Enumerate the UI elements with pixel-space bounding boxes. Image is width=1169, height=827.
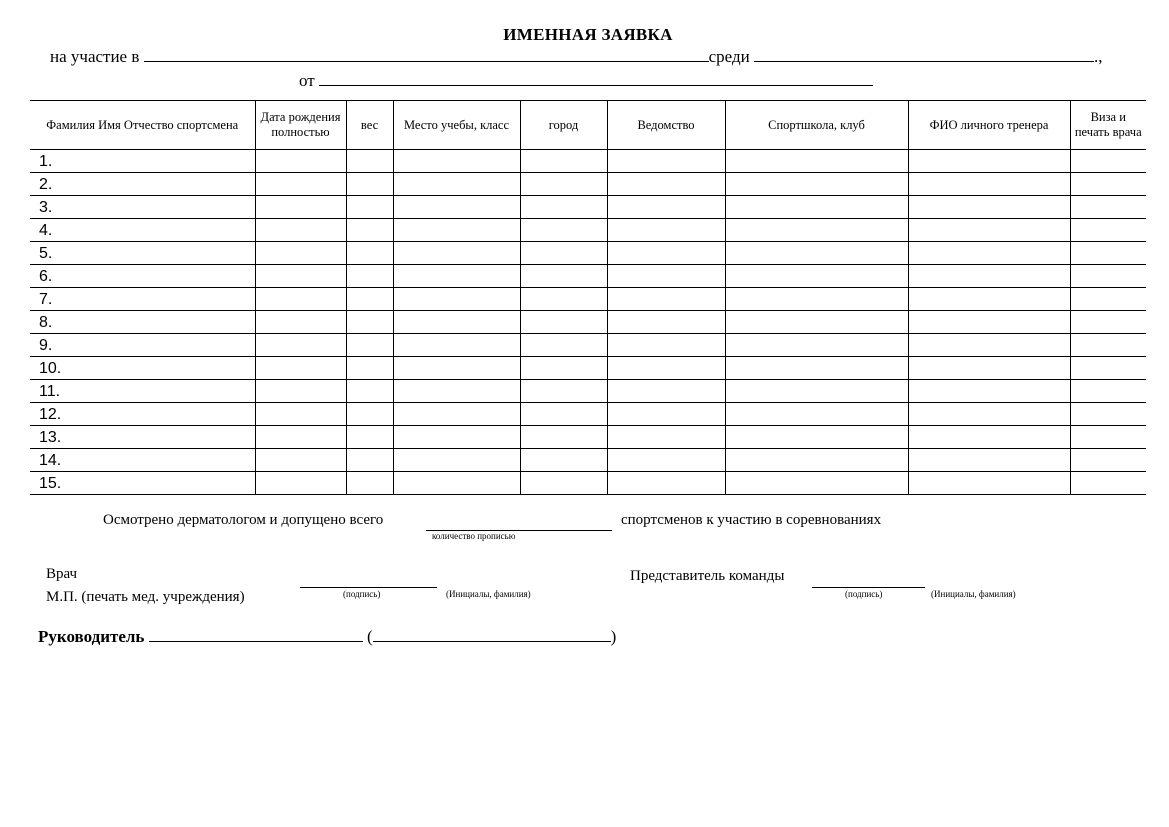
participation-prefix: на участие в <box>50 47 140 66</box>
table-cell[interactable] <box>607 334 725 357</box>
form-title: ИМЕННАЯ ЗАЯВКА <box>503 25 673 44</box>
table-cell[interactable] <box>520 288 607 311</box>
participation-line <box>50 47 1103 67</box>
table-cell[interactable] <box>255 311 346 334</box>
table-row <box>30 472 1146 495</box>
table-cell[interactable] <box>346 426 393 449</box>
team-rep-signature-field[interactable] <box>812 572 925 588</box>
row-number[interactable]: 4. <box>30 219 255 242</box>
table-cell[interactable] <box>393 219 520 242</box>
among-field[interactable] <box>754 47 1094 62</box>
table-cell[interactable] <box>725 380 908 403</box>
table-cell[interactable] <box>346 150 393 173</box>
table-cell[interactable] <box>1070 219 1146 242</box>
athletes-table <box>30 100 1146 495</box>
table-cell[interactable] <box>520 357 607 380</box>
table-cell[interactable] <box>255 403 346 426</box>
table-cell[interactable] <box>346 242 393 265</box>
table-cell[interactable] <box>255 196 346 219</box>
table-cell[interactable] <box>908 403 1070 426</box>
table-header-row <box>30 101 1146 150</box>
table-cell[interactable] <box>520 403 607 426</box>
table-cell[interactable] <box>607 242 725 265</box>
table-cell[interactable] <box>393 357 520 380</box>
table-cell[interactable] <box>346 357 393 380</box>
table-cell[interactable] <box>520 380 607 403</box>
table-cell[interactable] <box>725 196 908 219</box>
table-cell[interactable] <box>393 334 520 357</box>
table-cell[interactable] <box>1070 403 1146 426</box>
header-coach: ФИО личного тренера <box>908 101 1070 150</box>
table-cell[interactable] <box>255 472 346 495</box>
table-cell[interactable] <box>520 265 607 288</box>
table-cell[interactable] <box>346 380 393 403</box>
row-number[interactable]: 3. <box>30 196 255 219</box>
team-rep-initials-caption: (Инициалы, фамилия) <box>931 589 1016 599</box>
table-cell[interactable] <box>1070 173 1146 196</box>
table-cell[interactable] <box>393 449 520 472</box>
table-cell[interactable] <box>725 403 908 426</box>
table-cell[interactable] <box>393 173 520 196</box>
table-cell[interactable] <box>1070 449 1146 472</box>
table-row <box>30 449 1146 472</box>
table-cell[interactable] <box>346 196 393 219</box>
table-cell[interactable] <box>1070 288 1146 311</box>
table-cell[interactable] <box>393 311 520 334</box>
table-cell[interactable] <box>607 380 725 403</box>
table-cell[interactable] <box>725 449 908 472</box>
row-number[interactable]: 9. <box>30 334 255 357</box>
table-cell[interactable] <box>255 449 346 472</box>
table-cell[interactable] <box>908 242 1070 265</box>
table-cell[interactable] <box>393 265 520 288</box>
table-cell[interactable] <box>725 472 908 495</box>
among-label: среди <box>708 47 750 66</box>
table-cell[interactable] <box>725 311 908 334</box>
doctor-signature-caption: (подпись) <box>343 589 381 599</box>
row-number[interactable]: 15. <box>30 472 255 495</box>
table-row <box>30 426 1146 449</box>
table-cell[interactable] <box>725 242 908 265</box>
table-cell[interactable] <box>1070 242 1146 265</box>
table-cell[interactable] <box>908 311 1070 334</box>
row-number[interactable]: 5. <box>30 242 255 265</box>
stamp-label: М.П. (печать мед. учреждения) <box>46 589 245 605</box>
table-cell[interactable] <box>255 288 346 311</box>
table-cell[interactable] <box>1070 311 1146 334</box>
table-row <box>30 242 1146 265</box>
table-cell[interactable] <box>725 150 908 173</box>
table-cell[interactable] <box>1070 426 1146 449</box>
table-cell[interactable] <box>520 426 607 449</box>
table-cell[interactable] <box>346 288 393 311</box>
table-cell[interactable] <box>908 334 1070 357</box>
head-paren-open: ( <box>366 627 373 646</box>
header-study-place: Место учебы, класс <box>393 101 520 150</box>
table-cell[interactable] <box>725 288 908 311</box>
table-cell[interactable] <box>393 426 520 449</box>
header-birth-date: Дата рождения полностью <box>255 101 346 150</box>
row-number[interactable]: 1. <box>30 150 255 173</box>
table-cell[interactable] <box>520 334 607 357</box>
table-cell[interactable] <box>346 265 393 288</box>
table-cell[interactable] <box>255 242 346 265</box>
table-row <box>30 265 1146 288</box>
table-cell[interactable] <box>607 426 725 449</box>
row-number[interactable]: 6. <box>30 265 255 288</box>
table-cell[interactable] <box>725 219 908 242</box>
team-rep-label: Представитель команды <box>630 568 785 584</box>
table-cell[interactable] <box>1070 357 1146 380</box>
table-cell[interactable] <box>255 265 346 288</box>
table-row <box>30 357 1146 380</box>
table-row <box>30 380 1146 403</box>
table-cell[interactable] <box>393 380 520 403</box>
doctor-label: Врач <box>46 566 78 582</box>
table-cell[interactable] <box>607 150 725 173</box>
table-cell[interactable] <box>908 357 1070 380</box>
table-cell[interactable] <box>346 334 393 357</box>
table-cell[interactable] <box>393 242 520 265</box>
examined-tail: спортсменов к участию в соревнованиях <box>621 512 882 528</box>
table-row <box>30 196 1146 219</box>
table-cell[interactable] <box>1070 150 1146 173</box>
examined-text: Осмотрено дерматологом и допущено всего <box>103 512 384 528</box>
table-cell[interactable] <box>908 196 1070 219</box>
table-cell[interactable] <box>725 173 908 196</box>
head-line <box>38 627 616 647</box>
header-full-name: Фамилия Имя Отчество спортсмена <box>30 101 255 150</box>
table-cell[interactable] <box>607 311 725 334</box>
table-row <box>30 150 1146 173</box>
table-cell[interactable] <box>520 219 607 242</box>
row-number[interactable]: 2. <box>30 173 255 196</box>
table-cell[interactable] <box>393 196 520 219</box>
team-rep-signature-caption: (подпись) <box>845 589 883 599</box>
table-cell[interactable] <box>255 334 346 357</box>
table-cell[interactable] <box>346 311 393 334</box>
table-cell[interactable] <box>607 173 725 196</box>
table-row <box>30 173 1146 196</box>
athlete-count-field[interactable] <box>426 514 612 531</box>
table-cell[interactable] <box>346 472 393 495</box>
head-paren-close: ) <box>610 627 617 646</box>
table-cell[interactable] <box>725 357 908 380</box>
table-cell[interactable] <box>1070 472 1146 495</box>
table-cell[interactable] <box>908 265 1070 288</box>
row-number[interactable]: 12. <box>30 403 255 426</box>
head-label: Руководитель <box>38 627 145 646</box>
table-cell[interactable] <box>908 426 1070 449</box>
table-cell[interactable] <box>393 150 520 173</box>
doctor-initials-caption: (Инициалы, фамилия) <box>446 589 531 599</box>
table-cell[interactable] <box>908 380 1070 403</box>
table-cell[interactable] <box>607 357 725 380</box>
row-number[interactable]: 11. <box>30 380 255 403</box>
doctor-signature-field[interactable] <box>300 572 437 588</box>
table-cell[interactable] <box>725 265 908 288</box>
table-cell[interactable] <box>520 173 607 196</box>
header-department: Ведомство <box>607 101 725 150</box>
table-cell[interactable] <box>255 426 346 449</box>
table-cell[interactable] <box>520 449 607 472</box>
table-cell[interactable] <box>1070 334 1146 357</box>
table-cell[interactable] <box>1070 265 1146 288</box>
header-city: город <box>520 101 607 150</box>
table-cell[interactable] <box>520 150 607 173</box>
table-row <box>30 403 1146 426</box>
table-cell[interactable] <box>607 403 725 426</box>
table-cell[interactable] <box>255 357 346 380</box>
table-cell[interactable] <box>607 219 725 242</box>
line-end: ., <box>1094 47 1103 66</box>
table-cell[interactable] <box>908 150 1070 173</box>
table-row <box>30 311 1146 334</box>
head-signature-field[interactable] <box>149 627 363 642</box>
row-number[interactable]: 10. <box>30 357 255 380</box>
row-number[interactable]: 13. <box>30 426 255 449</box>
table-row <box>30 288 1146 311</box>
from-field[interactable] <box>319 71 873 86</box>
table-cell[interactable] <box>255 219 346 242</box>
table-cell[interactable] <box>607 288 725 311</box>
table-cell[interactable] <box>255 173 346 196</box>
table-cell[interactable] <box>607 449 725 472</box>
header-weight: вес <box>346 101 393 150</box>
table-cell[interactable] <box>393 403 520 426</box>
from-label: от <box>299 71 315 90</box>
table-cell[interactable] <box>725 426 908 449</box>
table-cell[interactable] <box>908 173 1070 196</box>
table-row <box>30 334 1146 357</box>
table-row <box>30 219 1146 242</box>
table-cell[interactable] <box>908 472 1070 495</box>
table-cell[interactable] <box>255 380 346 403</box>
table-cell[interactable] <box>346 449 393 472</box>
table-cell[interactable] <box>1070 380 1146 403</box>
table-cell[interactable] <box>607 472 725 495</box>
table-cell[interactable] <box>908 288 1070 311</box>
table-cell[interactable] <box>393 472 520 495</box>
table-cell[interactable] <box>346 173 393 196</box>
header-sport-school: Спортшкола, клуб <box>725 101 908 150</box>
table-cell[interactable] <box>607 196 725 219</box>
row-number[interactable]: 8. <box>30 311 255 334</box>
table-cell[interactable] <box>255 150 346 173</box>
table-cell[interactable] <box>1070 196 1146 219</box>
table-cell[interactable] <box>393 288 520 311</box>
head-name-field[interactable] <box>373 627 611 642</box>
table-cell[interactable] <box>346 403 393 426</box>
row-number[interactable]: 7. <box>30 288 255 311</box>
from-line <box>299 71 873 91</box>
table-cell[interactable] <box>607 265 725 288</box>
table-cell[interactable] <box>908 449 1070 472</box>
table-cell[interactable] <box>520 311 607 334</box>
table-cell[interactable] <box>520 196 607 219</box>
table-cell[interactable] <box>520 472 607 495</box>
table-cell[interactable] <box>346 219 393 242</box>
table-cell[interactable] <box>520 242 607 265</box>
header-doctor-visa: Виза и печать врача <box>1070 101 1146 150</box>
quantity-caption: количество прописью <box>432 531 516 541</box>
table-cell[interactable] <box>908 219 1070 242</box>
event-name-field[interactable] <box>144 47 709 62</box>
table-cell[interactable] <box>725 334 908 357</box>
row-number[interactable]: 14. <box>30 449 255 472</box>
